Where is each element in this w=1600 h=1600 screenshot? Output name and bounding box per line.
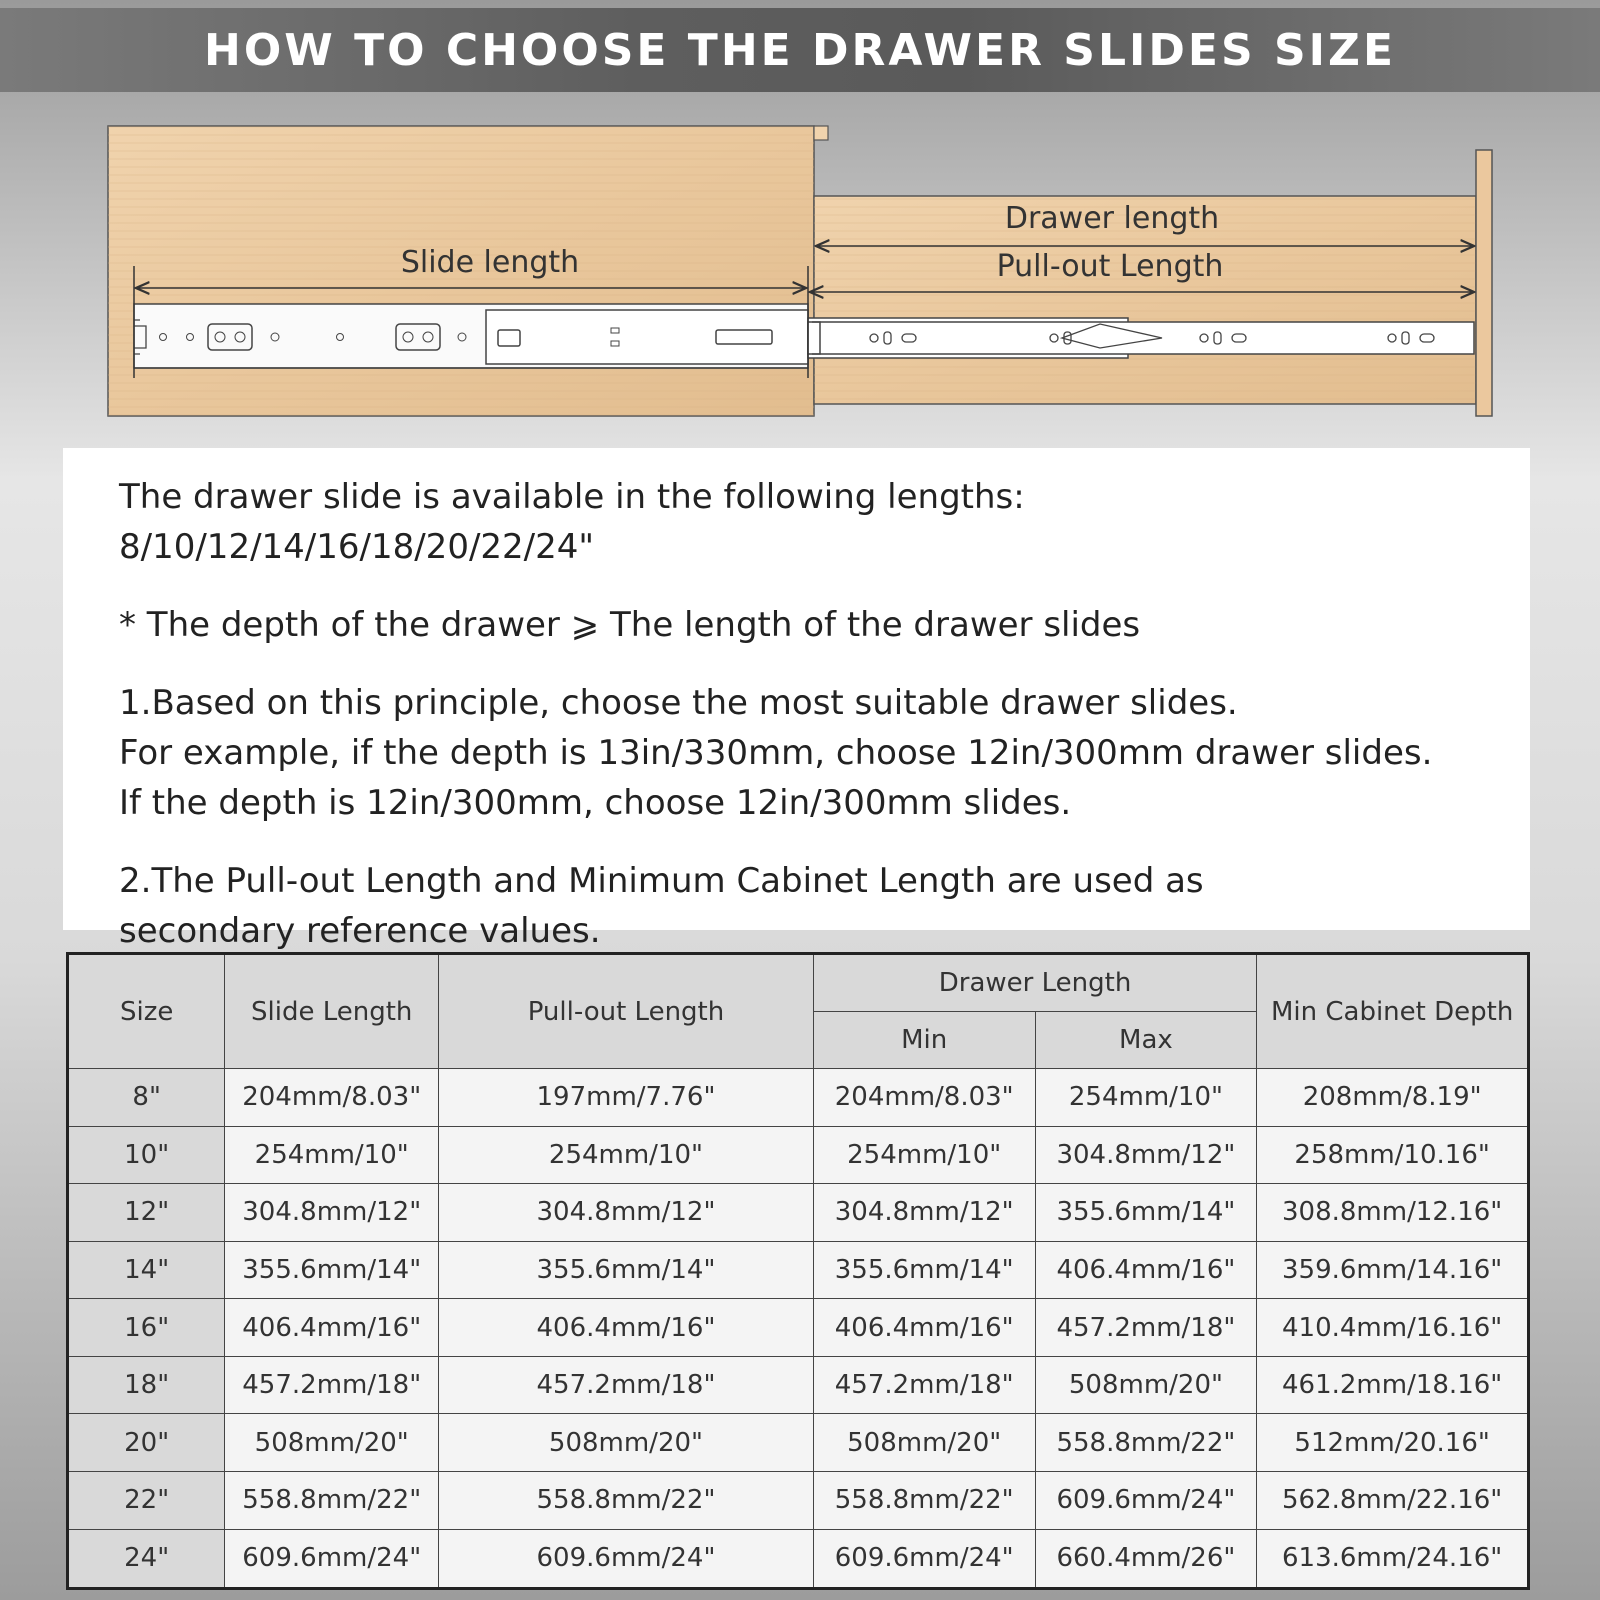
table-cell: 355.6mm/14" [225, 1241, 439, 1299]
table-cell: 558.8mm/22" [225, 1471, 439, 1529]
table-cell: 457.2mm/18" [225, 1356, 439, 1414]
table-cell: 254mm/10" [225, 1126, 439, 1184]
slide-length-label: Slide length [400, 245, 580, 280]
slide-extension [808, 318, 1474, 358]
table-cell: 208mm/8.19" [1257, 1069, 1529, 1127]
title-banner [0, 8, 1600, 92]
info-panel [63, 448, 1530, 951]
table-cell: 609.6mm/24" [439, 1529, 814, 1589]
table-cell: 609.6mm/24" [1035, 1471, 1257, 1529]
table-cell: 8" [68, 1069, 225, 1127]
table-cell: 304.8mm/12" [813, 1184, 1035, 1242]
example-text-1: For example, if the depth is 13in/330mm, choose 12in/300mm drawer slides. [119, 733, 1433, 773]
pullout-length-label: Pull-out Length [996, 249, 1224, 284]
table-cell: 558.8mm/22" [1035, 1414, 1257, 1472]
table-cell: 308.8mm/12.16" [1257, 1184, 1529, 1242]
table-cell: 254mm/10" [813, 1126, 1035, 1184]
principle-text: 1.Based on this principle, choose the most suitable drawer slides. [119, 683, 1238, 723]
available-lengths-text: The drawer slide is available in the following lengths: 8/10/12/14/16/18/20/22/24" [119, 477, 1025, 567]
table-cell: 461.2mm/18.16" [1257, 1356, 1529, 1414]
table-cell: 406.4mm/16" [1035, 1241, 1257, 1299]
table-cell: 406.4mm/16" [225, 1299, 439, 1357]
table-cell: 24" [68, 1529, 225, 1589]
table-cell: 197mm/7.76" [439, 1069, 814, 1127]
table-cell: 609.6mm/24" [225, 1529, 439, 1589]
drawer-length-label: Drawer length [1004, 201, 1220, 236]
table-row [68, 1126, 1529, 1184]
header-min-cabinet-depth: Min Cabinet Depth [1257, 954, 1529, 1069]
table-cell: 562.8mm/22.16" [1257, 1471, 1529, 1529]
table-cell: 508mm/20" [1035, 1356, 1257, 1414]
table-cell: 410.4mm/16.16" [1257, 1299, 1529, 1357]
table-cell: 609.6mm/24" [813, 1529, 1035, 1589]
table-cell: 254mm/10" [439, 1126, 814, 1184]
table-cell: 660.4mm/26" [1035, 1529, 1257, 1589]
table-row [68, 1414, 1529, 1472]
table-cell: 254mm/10" [1035, 1069, 1257, 1127]
table-cell: 558.8mm/22" [813, 1471, 1035, 1529]
header-max: Max [1035, 1012, 1257, 1069]
page-title: HOW TO CHOOSE THE DRAWER SLIDES SIZE [204, 24, 1396, 76]
table-cell: 355.6mm/14" [1035, 1184, 1257, 1242]
example-text-2: If the depth is 12in/300mm, choose 12in/300mm slides. [119, 783, 1072, 823]
table-cell: 457.2mm/18" [1035, 1299, 1257, 1357]
table-row [68, 1184, 1529, 1242]
header-slide-length: Slide Length [225, 954, 439, 1069]
table-cell: 204mm/8.03" [225, 1069, 439, 1127]
table-cell: 20" [68, 1414, 225, 1472]
table-cell: 406.4mm/16" [813, 1299, 1035, 1357]
table-cell: 304.8mm/12" [225, 1184, 439, 1242]
table-cell: 14" [68, 1241, 225, 1299]
table-cell: 512mm/20.16" [1257, 1414, 1529, 1472]
table-cell: 22" [68, 1471, 225, 1529]
table-cell: 457.2mm/18" [439, 1356, 814, 1414]
size-table [66, 952, 1530, 1590]
secondary-reference-text: 2.The Pull-out Length and Minimum Cabinet Length are used as [119, 861, 1204, 901]
table-cell: 10" [68, 1126, 225, 1184]
header-size: Size [68, 954, 225, 1069]
header-min: Min [813, 1012, 1035, 1069]
secondary-reference-text-2: secondary reference values. [119, 911, 601, 951]
table-cell: 406.4mm/16" [439, 1299, 814, 1357]
depth-rule-text: * The depth of the drawer ⩾ The length of the drawer slides [119, 605, 1141, 645]
table-cell: 508mm/20" [439, 1414, 814, 1472]
table-row [68, 1241, 1529, 1299]
table-cell: 12" [68, 1184, 225, 1242]
table-row [68, 1299, 1529, 1357]
table-cell: 508mm/20" [813, 1414, 1035, 1472]
table-cell: 18" [68, 1356, 225, 1414]
table-row [68, 1471, 1529, 1529]
table-row [68, 1069, 1529, 1127]
table-cell: 508mm/20" [225, 1414, 439, 1472]
slide-rail [134, 304, 808, 368]
table-cell: 613.6mm/24.16" [1257, 1529, 1529, 1589]
table-cell: 204mm/8.03" [813, 1069, 1035, 1127]
header-drawer-length: Drawer Length [813, 954, 1256, 1012]
table-cell: 16" [68, 1299, 225, 1357]
table-cell: 304.8mm/12" [439, 1184, 814, 1242]
table-cell: 558.8mm/22" [439, 1471, 814, 1529]
table-cell: 258mm/10.16" [1257, 1126, 1529, 1184]
table-cell: 304.8mm/12" [1035, 1126, 1257, 1184]
table-cell: 359.6mm/14.16" [1257, 1241, 1529, 1299]
table-cell: 355.6mm/14" [439, 1241, 814, 1299]
table-row [68, 1529, 1529, 1589]
drawer-slide-diagram [0, 100, 1600, 440]
table-cell: 355.6mm/14" [813, 1241, 1035, 1299]
table-cell: 457.2mm/18" [813, 1356, 1035, 1414]
table-row [68, 1356, 1529, 1414]
header-pullout-length: Pull-out Length [439, 954, 814, 1069]
